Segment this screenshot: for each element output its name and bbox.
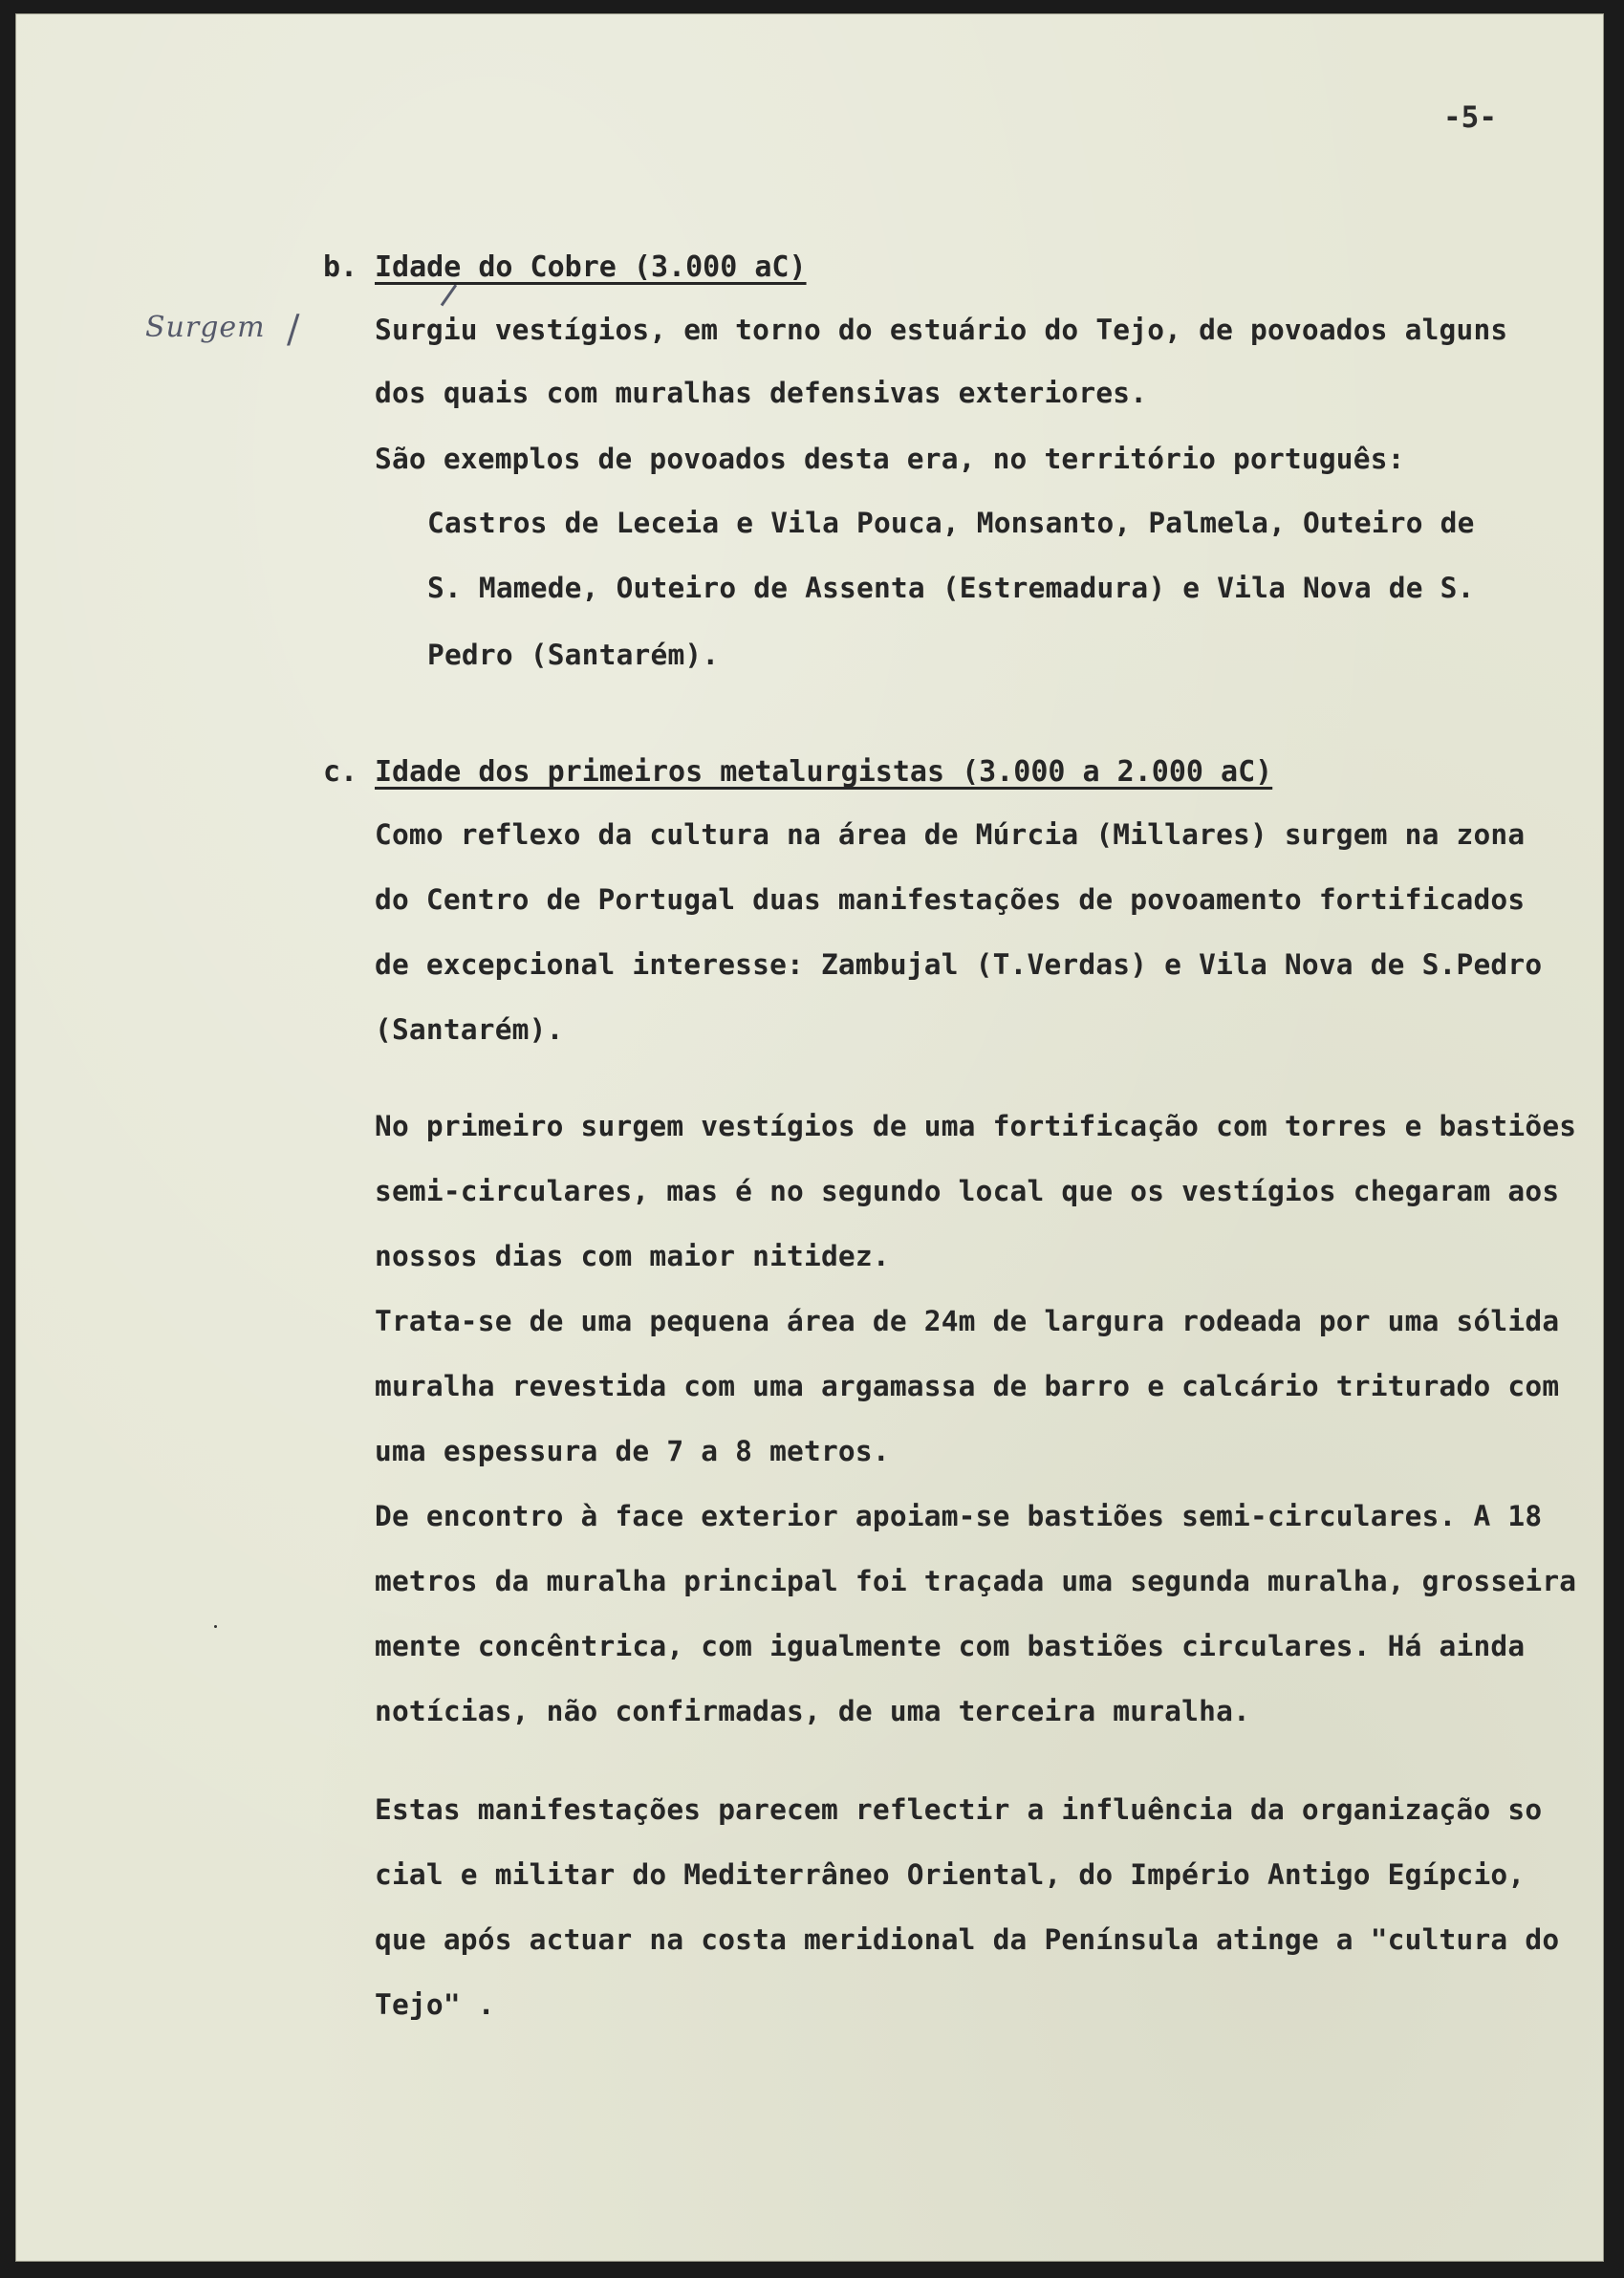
- section-b-example-line-2: S. Mamede, Outeiro de Assenta (Estremadura) e Vila Nova de S.: [427, 572, 1475, 604]
- section-b-title: Idade do Cobre (3.000 aC): [375, 250, 807, 284]
- section-b-line-2: dos quais com muralhas defensivas exteriores.: [375, 377, 1148, 409]
- section-c-line-8: Trata-se de uma pequena área de 24m de largura rodeada por uma sólida: [375, 1305, 1560, 1337]
- section-c-line-13: mente concêntrica, com igualmente com bastiões circulares. Há ainda: [375, 1630, 1526, 1662]
- page-number: -5-: [1443, 100, 1497, 135]
- section-c-line-14: notícias, não confirmadas, de uma terceira muralha.: [375, 1695, 1250, 1727]
- section-c-line-17: que após actuar na costa meridional da Península atinge a "cultura do: [375, 1923, 1560, 1956]
- section-c-title: Idade dos primeiros metalurgistas (3.000 a 2.000 aC): [375, 755, 1273, 789]
- section-b-marker: b.: [323, 250, 358, 284]
- section-c-line-9: muralha revestida com uma argamassa de barro e calcário triturado com: [375, 1370, 1560, 1402]
- margin-note-slash: /: [287, 308, 300, 352]
- section-c-line-4: (Santarém).: [375, 1013, 564, 1046]
- section-b-example-line-1: Castros de Leceia e Vila Pouca, Monsanto, Palmela, Outeiro de: [427, 507, 1475, 539]
- section-b-line-1: Surgiu vestígios, em torno do estuário do Tejo, de povoados alguns: [375, 314, 1508, 346]
- section-c-line-3: de excepcional interesse: Zambujal (T.Verdas) e Vila Nova de S.Pedro: [375, 948, 1543, 981]
- section-c-line-2: do Centro de Portugal duas manifestações de povoamento fortificados: [375, 883, 1526, 916]
- section-b-example-line-3: Pedro (Santarém).: [427, 639, 720, 671]
- section-c-line-11: De encontro à face exterior apoiam-se bastiões semi-circulares. A 18: [375, 1500, 1543, 1532]
- section-c-line-15: Estas manifestações parecem reflectir a influência da organização so: [375, 1793, 1543, 1826]
- handwritten-margin-note: Surgem: [145, 311, 266, 344]
- paper-speck: [214, 1625, 217, 1628]
- section-c-line-12: metros da muralha principal foi traçada uma segunda muralha, grosseira: [375, 1565, 1577, 1597]
- section-b-line-3: São exemplos de povoados desta era, no território português:: [375, 443, 1405, 475]
- section-c-line-6: semi-circulares, mas é no segundo local que os vestígios chegaram aos: [375, 1175, 1560, 1207]
- section-c-line-7: nossos dias com maior nitidez.: [375, 1240, 890, 1272]
- section-c-line-5: No primeiro surgem vestígios de uma fortificação com torres e bastiões: [375, 1110, 1577, 1142]
- section-c-line-16: cial e militar do Mediterrâneo Oriental, do Império Antigo Egípcio,: [375, 1858, 1526, 1891]
- section-c-marker: c.: [323, 755, 358, 789]
- section-c-line-18: Tejo" .: [375, 1988, 495, 2021]
- section-c-line-1: Como reflexo da cultura na área de Múrcia (Millares) surgem na zona: [375, 818, 1526, 851]
- section-c-line-10: uma espessura de 7 a 8 metros.: [375, 1435, 890, 1467]
